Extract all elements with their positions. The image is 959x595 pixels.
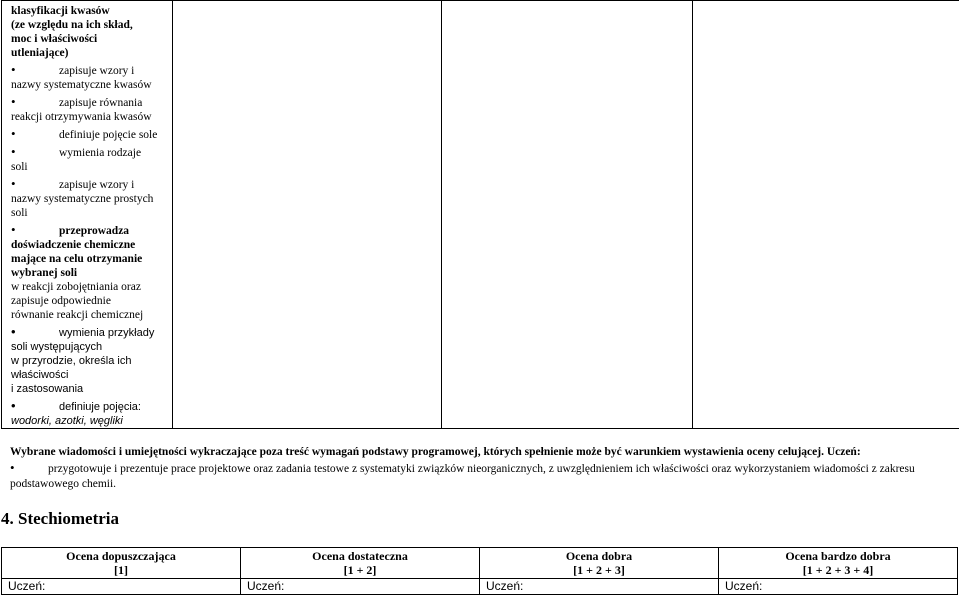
requirements-cell-grade-1: [2, 1, 173, 429]
item-line: soli: [11, 161, 28, 173]
grade-code: [1 + 2 + 3]: [573, 563, 625, 577]
extra-requirements-item-text: przygotowuje i prezentuje prace projektowe oraz zadania testowe z systematyki związków nieorganicznych, z uwzględnieniem ich właściwości oraz wykorzystaniem wiadomości z zakresu podstawowego chemii.: [10, 463, 915, 490]
grades-student-row: [2, 579, 958, 595]
extra-requirements-item: [10, 460, 950, 492]
grade-header: [480, 548, 719, 579]
student-label: Uczeń:: [241, 579, 480, 595]
item-line: przeprowadza: [59, 225, 130, 237]
bullet-icon: •: [11, 222, 16, 237]
grade-name: Ocena dobra: [565, 549, 633, 563]
grade-name: Ocena dopuszczająca: [66, 549, 176, 563]
list-item: [11, 127, 172, 142]
heading-line: moc i właściwości: [11, 33, 98, 45]
bullet-icon: •: [11, 62, 16, 77]
item-line: doświadczenie chemiczne: [11, 239, 136, 251]
item-line: w reakcji zobojętniania oraz: [11, 281, 141, 293]
requirements-table: [1, 0, 959, 429]
list-item: [11, 145, 172, 174]
grade-code: [1]: [114, 563, 128, 577]
grade-code: [1 + 2 + 3 + 4]: [802, 563, 874, 577]
heading-line: klasyfikacji kwasów: [11, 5, 110, 17]
requirements-cell-grade-4: [693, 1, 959, 429]
bullet-icon: •: [11, 144, 16, 159]
heading-line: (ze względu na ich skład,: [11, 19, 133, 31]
item-line: równanie reakcji chemicznej: [11, 309, 144, 321]
heading-line: utleniające): [11, 47, 69, 59]
item-line: soli występujących: [11, 341, 103, 353]
student-label: Uczeń:: [2, 579, 241, 595]
item-line: zapisuje odpowiednie: [11, 295, 111, 307]
section-title: 4. Stechiometria: [1, 509, 120, 528]
item-line: definiuje pojęcia:: [59, 401, 141, 413]
item-line: nazwy systematyczne prostych: [11, 193, 154, 205]
student-label: Uczeń:: [480, 579, 719, 595]
grade-header: [719, 548, 958, 579]
grade-header: [2, 548, 241, 579]
list-item: [11, 177, 172, 220]
list-item: [11, 223, 172, 322]
bullet-icon: •: [11, 176, 16, 191]
list-item: [11, 63, 172, 92]
bullet-icon: •: [11, 94, 16, 109]
student-label: Uczeń:: [719, 579, 958, 595]
list-item: [11, 325, 172, 396]
grade-name: Ocena bardzo dobra: [785, 549, 891, 563]
bullet-icon: •: [11, 126, 16, 141]
item-line: zapisuje wzory i: [59, 65, 135, 77]
item-line: zapisuje wzory i: [59, 179, 135, 191]
grades-header-row: [2, 548, 958, 579]
grade-header: [241, 548, 480, 579]
item-line: definiuje pojęcie sole: [59, 129, 158, 141]
extra-requirements-title: Wybrane wiadomości i umiejętności wykraczające poza treść wymagań podstawy programowej, których spełnienie może być warunkiem wystawienia oceny celującej. Uczeń:: [10, 446, 861, 458]
item-line: i zastosowania: [11, 383, 84, 395]
item-line: soli: [11, 207, 28, 219]
item-line: mające na celu otrzymanie: [11, 253, 143, 265]
bullet-icon: •: [11, 398, 16, 413]
grades-table: [1, 547, 958, 595]
item-line: wodorki, azotki, węgliki: [11, 415, 123, 427]
grade-name: Ocena dostateczna: [312, 549, 408, 563]
cell-heading: [11, 4, 172, 60]
item-line: wymienia rodzaje: [59, 147, 142, 159]
requirements-cell-grade-3: [442, 1, 693, 429]
item-line: wymienia przykłady: [59, 327, 155, 339]
item-line: reakcji otrzymywania kwasów: [11, 111, 152, 123]
item-line: wybranej soli: [11, 267, 78, 279]
bullet-icon: •: [10, 460, 15, 475]
extra-requirements: [10, 445, 950, 492]
item-line: zapisuje równania: [59, 97, 143, 109]
grade-code: [1 + 2]: [343, 563, 377, 577]
list-item: [11, 95, 172, 124]
requirements-cell-grade-2: [173, 1, 442, 429]
bullet-icon: •: [11, 324, 16, 339]
item-line: właściwości: [11, 369, 69, 381]
list-item: [11, 399, 172, 428]
item-line: nazwy systematyczne kwasów: [11, 79, 152, 91]
item-line: w przyrodzie, określa ich: [11, 355, 132, 367]
